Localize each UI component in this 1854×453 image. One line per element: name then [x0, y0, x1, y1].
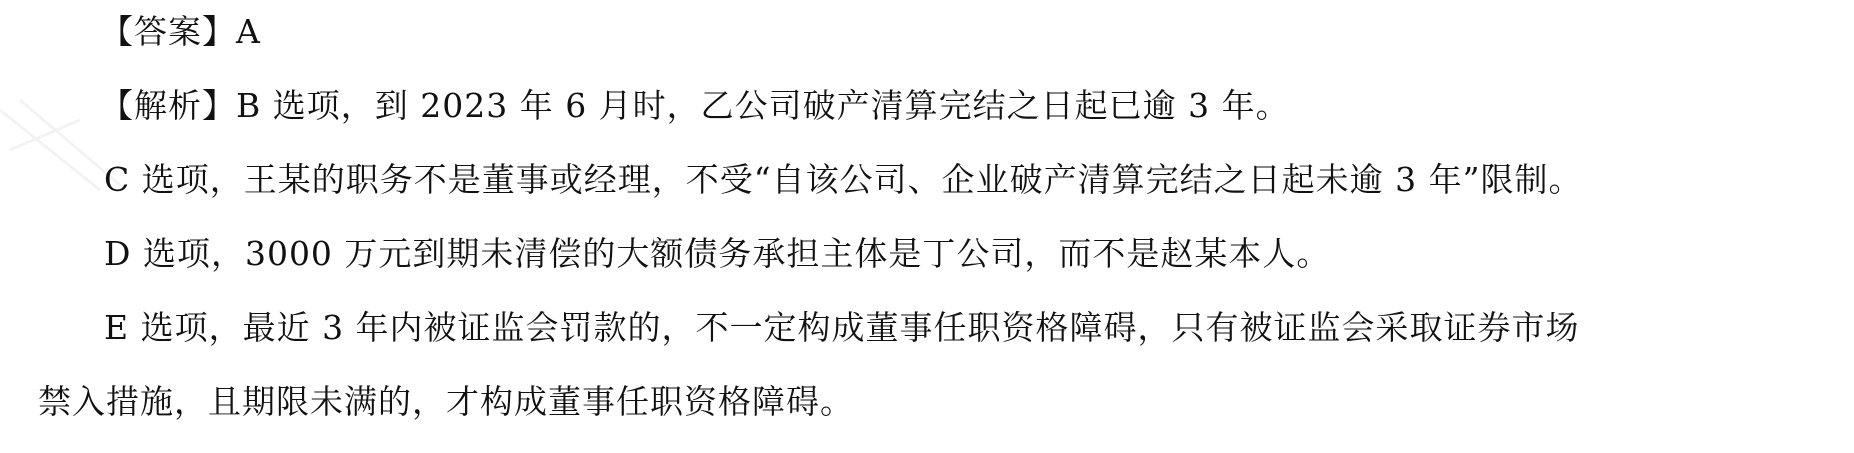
- option-d-line: D 选项，3000 万元到期未清偿的大额债务承担主体是丁公司，而不是赵某本人。: [104, 234, 1331, 273]
- option-c-line: C 选项，王某的职务不是董事或经理，不受“自该公司、企业破产清算完结之日起未逾 3 年”限制。: [104, 160, 1583, 199]
- analysis-line: 【解析】B 选项，到 2023 年 6 月时，乙公司破产清算完结之日起已逾 3 年。: [100, 86, 1290, 125]
- option-e-line-2: 禁入措施，且期限未满的，才构成董事任职资格障碍。: [38, 382, 854, 421]
- option-e-line-1: E 选项，最近 3 年内被证监会罚款的，不一定构成董事任职资格障碍，只有被证监会采取证券市场: [104, 308, 1580, 347]
- answer-line: 【答案】A: [100, 12, 261, 51]
